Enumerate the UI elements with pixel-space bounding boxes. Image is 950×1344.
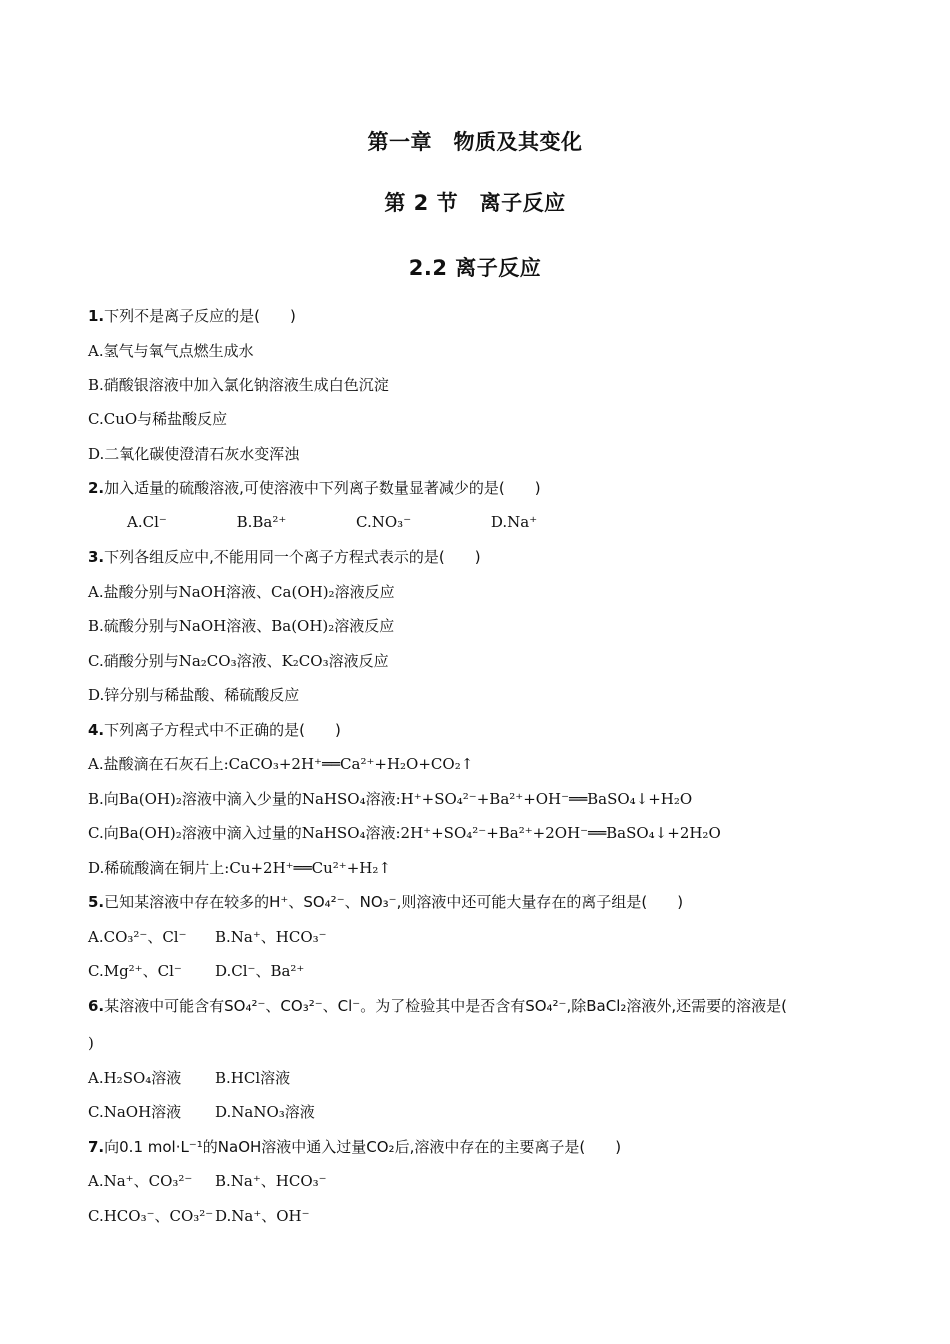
question-5-option-c: C.Mg²⁺、Cl⁻ xyxy=(88,962,182,980)
question-7-option-c: C.HCO₃⁻、CO₃²⁻ xyxy=(88,1207,214,1225)
question-5-option-a: A.CO₃²⁻、Cl⁻ xyxy=(88,928,187,946)
question-4-option-c: C.向Ba(OH)₂溶液中滴入过量的NaHSO₄溶液:2H⁺+SO₄²⁻+Ba²⁺+2OH⁻══BaSO₄↓+2H₂O xyxy=(88,824,721,842)
question-1-option-b: B.硝酸银溶液中加入氯化钠溶液生成白色沉淀 xyxy=(88,376,389,394)
question-5-stem: 5.已知某溶液中存在较多的H⁺、SO₄²⁻、NO₃⁻,则溶液中还可能大量存在的离子组是( ) xyxy=(88,893,684,911)
question-6-option-a: A.H₂SO₄溶液 xyxy=(88,1069,182,1087)
question-3-option-a: A.盐酸分别与NaOH溶液、Ca(OH)₂溶液反应 xyxy=(88,583,395,601)
subsection-title: 2.2 离子反应 xyxy=(408,256,542,280)
chapter-title: 第一章 物质及其变化 xyxy=(367,130,583,154)
question-2-option-d: D.Na⁺ xyxy=(490,513,538,531)
question-2-option-c: C.NO₃⁻ xyxy=(356,513,412,531)
question-5-option-d: D.Cl⁻、Ba²⁺ xyxy=(215,962,305,980)
question-7-stem: 7.向0.1 mol·L⁻¹的NaOH溶液中通入过量CO₂后,溶液中存在的主要离子是( ) xyxy=(88,1138,622,1156)
question-3-option-c: C.硝酸分别与Na₂CO₃溶液、K₂CO₃溶液反应 xyxy=(88,652,389,670)
question-4-option-b: B.向Ba(OH)₂溶液中滴入少量的NaHSO₄溶液:H⁺+SO₄²⁻+Ba²⁺+OH⁻══BaSO₄↓+H₂O xyxy=(88,790,693,808)
question-4-stem: 4.下列离子方程式中不正确的是( ) xyxy=(88,721,341,739)
question-7-option-d: D.Na⁺、OH⁻ xyxy=(215,1207,310,1225)
question-3-stem: 3.下列各组反应中,不能用同一个离子方程式表示的是( ) xyxy=(88,548,481,566)
question-2-stem: 2.加入适量的硫酸溶液,可使溶液中下列离子数量显著减少的是( ) xyxy=(88,479,541,497)
question-3-option-d: D.锌分别与稀盐酸、稀硫酸反应 xyxy=(88,686,300,704)
question-1-option-c: C.CuO与稀盐酸反应 xyxy=(88,410,228,428)
question-2-option-a: A.Cl⁻ xyxy=(127,513,167,531)
question-6-option-d: D.NaNO₃溶液 xyxy=(215,1103,315,1121)
question-6-options-ab xyxy=(88,1068,290,1088)
question-1-option-a: A.氢气与氧气点燃生成水 xyxy=(88,342,254,360)
question-1-stem: 1.下列不是离子反应的是( ) xyxy=(88,307,296,325)
question-6-options-cd xyxy=(88,1102,315,1122)
question-7-option-b: B.Na⁺、HCO₃⁻ xyxy=(215,1172,327,1190)
question-7-option-a: A.Na⁺、CO₃²⁻ xyxy=(88,1172,193,1190)
question-5-options-cd xyxy=(88,961,304,981)
question-3-option-b: B.硫酸分别与NaOH溶液、Ba(OH)₂溶液反应 xyxy=(88,617,395,635)
question-1-option-d: D.二氧化碳使澄清石灰水变浑浊 xyxy=(88,445,300,463)
question-6-option-c: C.NaOH溶液 xyxy=(88,1103,182,1121)
question-7-options-ab xyxy=(88,1171,327,1191)
question-5-option-b: B.Na⁺、HCO₃⁻ xyxy=(215,928,327,946)
question-2-option-b: B.Ba²⁺ xyxy=(236,513,287,531)
question-4-option-a: A.盐酸滴在石灰石上:CaCO₃+2H⁺══Ca²⁺+H₂O+CO₂↑ xyxy=(88,755,474,773)
question-5-options-ab xyxy=(88,927,327,947)
question-7-options-cd xyxy=(88,1206,310,1226)
question-6-stem-continuation: ) xyxy=(88,1034,94,1052)
question-2-options xyxy=(127,512,537,532)
question-6-option-b: B.HCl溶液 xyxy=(215,1069,291,1087)
question-6-stem: 6.某溶液中可能含有SO₄²⁻、CO₃²⁻、Cl⁻。为了检验其中是否含有SO₄²⁻,除BaCl₂溶液外,还需要的溶液是( xyxy=(88,997,787,1015)
question-4-option-d: D.稀硫酸滴在铜片上:Cu+2H⁺══Cu²⁺+H₂↑ xyxy=(88,859,391,877)
section-title: 第 2 节 离子反应 xyxy=(384,191,566,215)
